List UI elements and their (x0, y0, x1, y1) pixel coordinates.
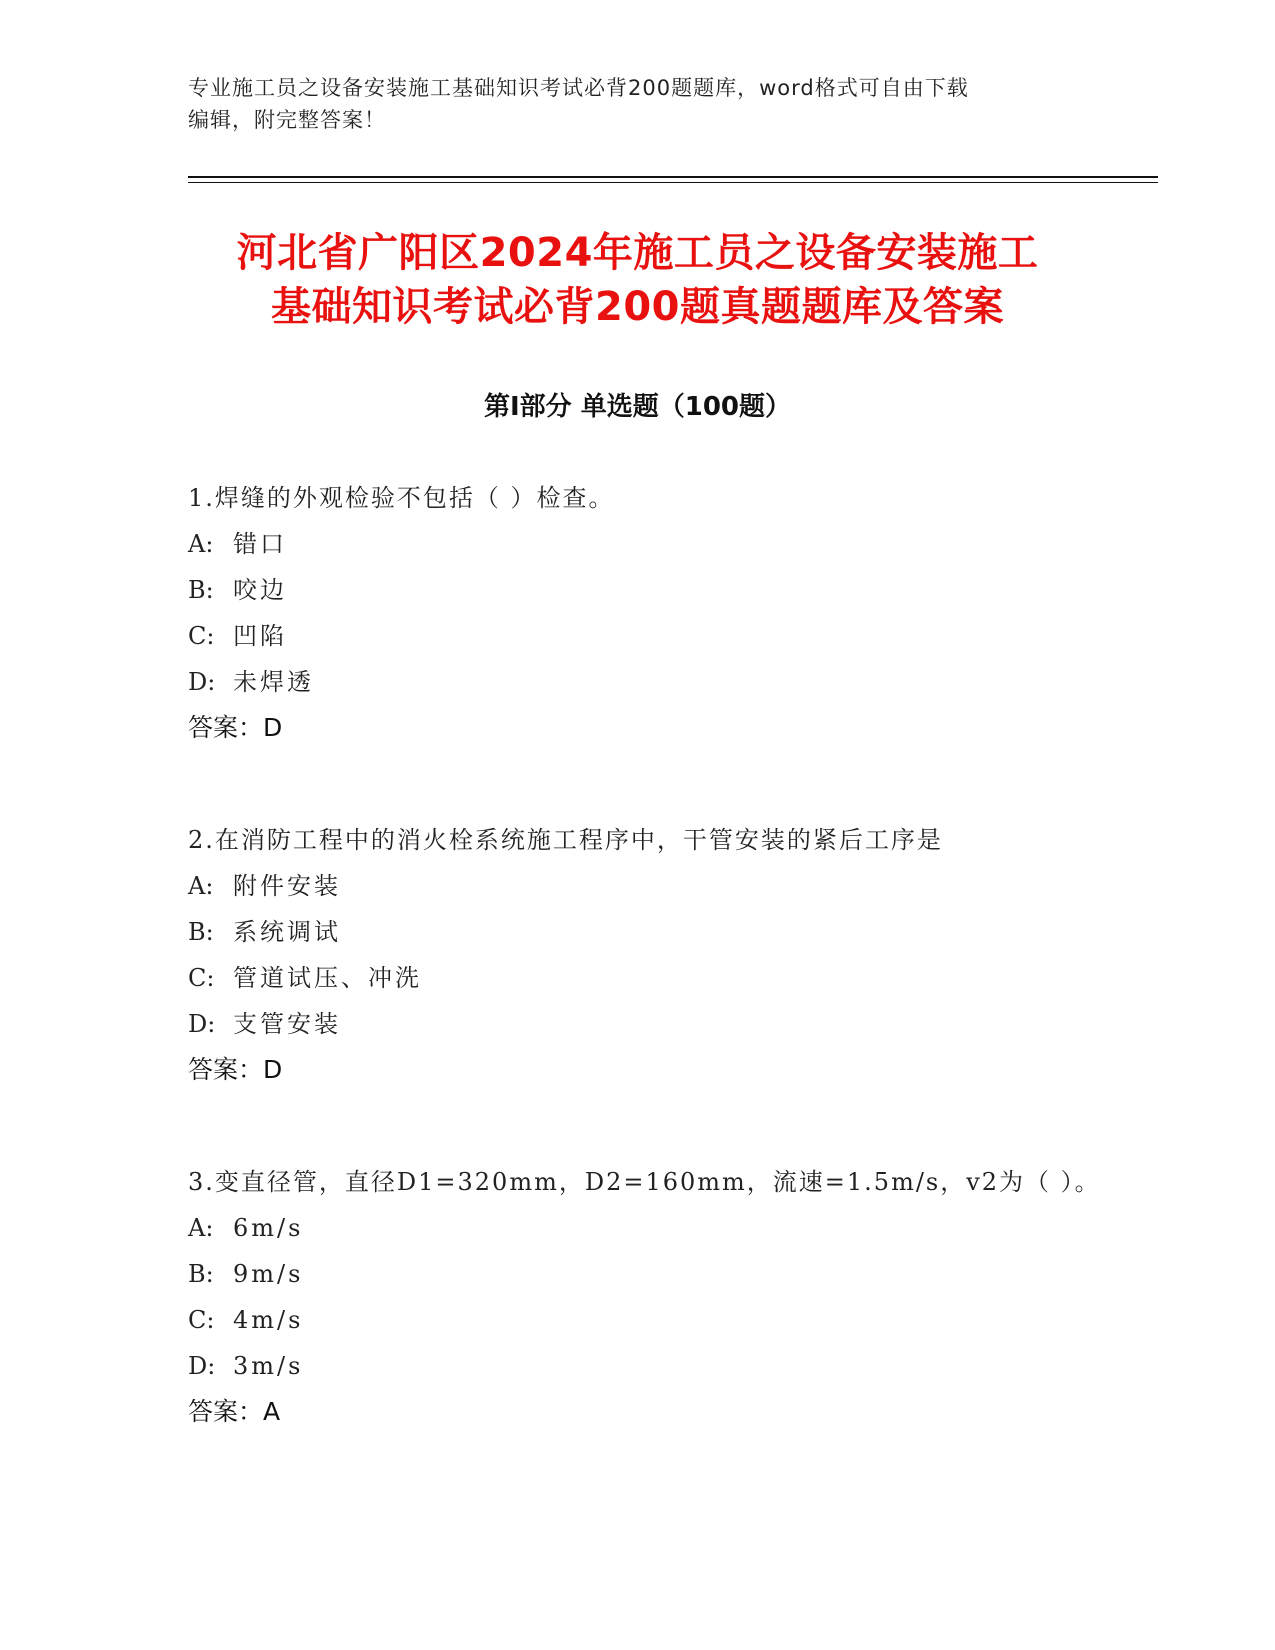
option-text: 凹陷 (233, 622, 287, 650)
header-divider-thin (188, 182, 1158, 183)
option-a (188, 1205, 1178, 1251)
header-note-line-1: 专业施工员之设备安装施工基础知识考试必背200题题库，word格式可自由下载 (188, 76, 969, 100)
option-text: 未焊透 (233, 668, 314, 696)
option-letter: D: (188, 1352, 216, 1380)
option-text: 管道试压、冲洗 (233, 964, 422, 992)
question-text: 1.焊缝的外观检验不包括（ ）检查。 (188, 484, 615, 512)
option-letter: D: (188, 668, 216, 696)
question-block (188, 817, 1178, 1093)
option-d (188, 1343, 1178, 1389)
option-b (188, 909, 1178, 955)
option-a (188, 863, 1178, 909)
option-text: 支管安装 (233, 1010, 341, 1038)
option-d (188, 1001, 1178, 1047)
option-letter: C: (188, 1306, 215, 1334)
option-b (188, 1251, 1178, 1297)
document-header-note (188, 72, 1088, 136)
section-heading: 第Ⅰ部分 单选题（100题） (484, 392, 791, 422)
option-letter: D: (188, 1010, 216, 1038)
option-text: 咬边 (233, 576, 287, 604)
question-text: 2.在消防工程中的消火栓系统施工程序中，干管安装的紧后工序是 (188, 826, 943, 854)
option-text: 9m/s (233, 1260, 304, 1288)
option-letter: B: (188, 1260, 214, 1288)
question-text: 3.变直径管，直径D1=320mm，D2=160mm，流速=1.5m/s，v2为（ ）。 (188, 1168, 1101, 1196)
option-letter: C: (188, 964, 215, 992)
option-c (188, 1297, 1178, 1343)
header-note-line-2: 编辑，附完整答案！ (188, 108, 386, 132)
option-letter: A: (188, 872, 214, 900)
option-b (188, 567, 1178, 613)
header-divider-thick (188, 176, 1158, 178)
option-text: 附件安装 (233, 872, 341, 900)
option-letter: B: (188, 918, 214, 946)
option-letter: A: (188, 530, 214, 558)
question-block (188, 1159, 1178, 1435)
option-d (188, 659, 1178, 705)
option-c (188, 613, 1178, 659)
answer-line: 答案：D (188, 713, 283, 742)
option-text: 3m/s (233, 1352, 304, 1380)
answer-line: 答案：D (188, 1055, 283, 1084)
document-title-line-1: 河北省广阳区2024年施工员之设备安装施工 (236, 230, 1039, 276)
option-letter: B: (188, 576, 214, 604)
option-text: 错口 (233, 530, 287, 558)
option-text: 6m/s (233, 1214, 304, 1242)
option-text: 系统调试 (233, 918, 341, 946)
option-a (188, 521, 1178, 567)
option-letter: C: (188, 622, 215, 650)
option-text: 4m/s (233, 1306, 304, 1334)
option-letter: A: (188, 1214, 214, 1242)
document-title-line-2: 基础知识考试必背200题真题题库及答案 (271, 284, 1004, 330)
option-c (188, 955, 1178, 1001)
document-title (160, 226, 1115, 334)
question-list (188, 475, 1178, 1501)
question-block (188, 475, 1178, 751)
answer-line: 答案：A (188, 1397, 281, 1426)
